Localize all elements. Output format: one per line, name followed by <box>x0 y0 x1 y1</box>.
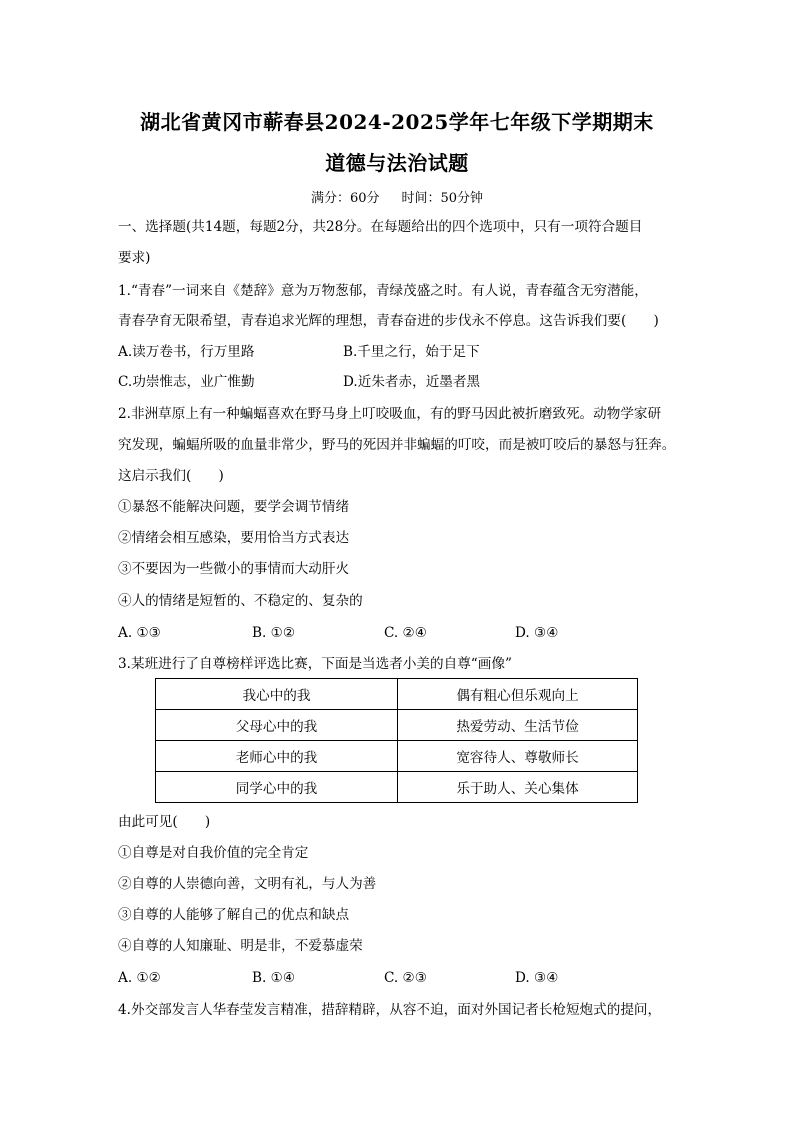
q1-option-c: C.功崇惟志，业广惟勤 <box>118 374 255 390</box>
q3-stem-line2: 由此可见( ) <box>118 814 211 830</box>
q3-statement-3: ③自尊的人能够了解自己的优点和缺点 <box>118 907 350 923</box>
q2-statement-1: ①暴怒不能解决问题，要学会调节情绪 <box>118 499 350 515</box>
table-row <box>156 679 638 710</box>
q2-option-a: A. ①③ <box>118 625 161 641</box>
table-row <box>156 741 638 772</box>
q4-stem-line1: 4.外交部发言人华春莹发言精准，措辞精辟，从容不迫，面对外国记者长枪短炮式的提问， <box>118 1002 662 1018</box>
q2-statement-4: ④人的情绪是短暂的、不稳定的、复杂的 <box>118 593 363 609</box>
full-score: 满分：60分 <box>310 191 380 206</box>
q1-stem-line1: 1.“青春”一词来自《楚辞》意为万物葱郁，青绿茂盛之时。有人说，青春蕴含无穷潜能， <box>118 283 648 299</box>
table-cell: 热爱劳动、生活节俭 <box>398 710 638 741</box>
q3-option-c: C. ②③ <box>384 970 427 986</box>
exam-title-line1: 湖北省黄冈市蕲春县2024-2025学年七年级下学期期末 <box>140 110 654 134</box>
table-row <box>156 772 638 803</box>
q3-option-b: B. ①④ <box>252 970 296 986</box>
table-cell: 乐于助人、关心集体 <box>398 772 638 803</box>
q3-stem-line1: 3.某班进行了自尊榜样评选比赛，下面是当选者小美的自尊“画像” <box>118 656 512 672</box>
q3-statement-1: ①自尊是对自我价值的完全肯定 <box>118 845 309 861</box>
exam-meta <box>0 187 794 206</box>
q1-option-b: B.千里之行，始于足下 <box>343 344 480 360</box>
table-cell: 老师心中的我 <box>156 741 398 772</box>
section-instruction: 一、选择题(共14题，每题2分，共28分。在每题给出的四个选项中，只有一项符合题目 <box>118 219 643 235</box>
exam-title-line2: 道德与法治试题 <box>325 151 469 175</box>
self-image-table <box>155 678 638 803</box>
q2-stem-line3: 这启示我们( ) <box>118 468 224 484</box>
q3-option-a: A. ①② <box>118 970 161 986</box>
q2-statement-3: ③不要因为一些微小的事情而大动肝火 <box>118 561 350 577</box>
q2-stem-line1: 2.非洲草原上有一种蝙蝠喜欢在野马身上叮咬吸血，有的野马因此被折磨致死。动物学家研 <box>118 406 662 422</box>
q2-stem-line2: 究发现，蝙蝠所吸的血量非常少，野马的死因并非蝙蝠的叮咬，而是被叮咬后的暴怒与狂奔。 <box>118 437 676 453</box>
q3-option-d: D. ③④ <box>515 970 559 986</box>
q2-option-b: B. ①② <box>252 625 296 641</box>
table-cell: 宽容待人、尊敬师长 <box>398 741 638 772</box>
q2-statement-2: ②情绪会相互感染，要用恰当方式表达 <box>118 530 350 546</box>
table-cell: 我心中的我 <box>156 679 398 710</box>
table-cell: 偶有粗心但乐观向上 <box>398 679 638 710</box>
exam-time: 时间：50分钟 <box>401 191 484 206</box>
table-row <box>156 710 638 741</box>
table-cell: 父母心中的我 <box>156 710 398 741</box>
q1-option-a: A.读万卷书，行万里路 <box>118 344 255 360</box>
q1-stem-line2: 青春孕育无限希望，青春追求光辉的理想，青春奋进的步伐永不停息。这告诉我们要( ) <box>118 313 659 329</box>
q2-option-d: D. ③④ <box>515 625 559 641</box>
section-instruction-cont: 要求) <box>118 250 151 266</box>
table-cell: 同学心中的我 <box>156 772 398 803</box>
q1-option-d: D.近朱者赤，近墨者黑 <box>343 374 481 390</box>
q3-statement-2: ②自尊的人崇德向善，文明有礼，与人为善 <box>118 876 377 892</box>
q3-statement-4: ④自尊的人知廉耻、明是非，不爱慕虚荣 <box>118 938 363 954</box>
q2-option-c: C. ②④ <box>384 625 427 641</box>
